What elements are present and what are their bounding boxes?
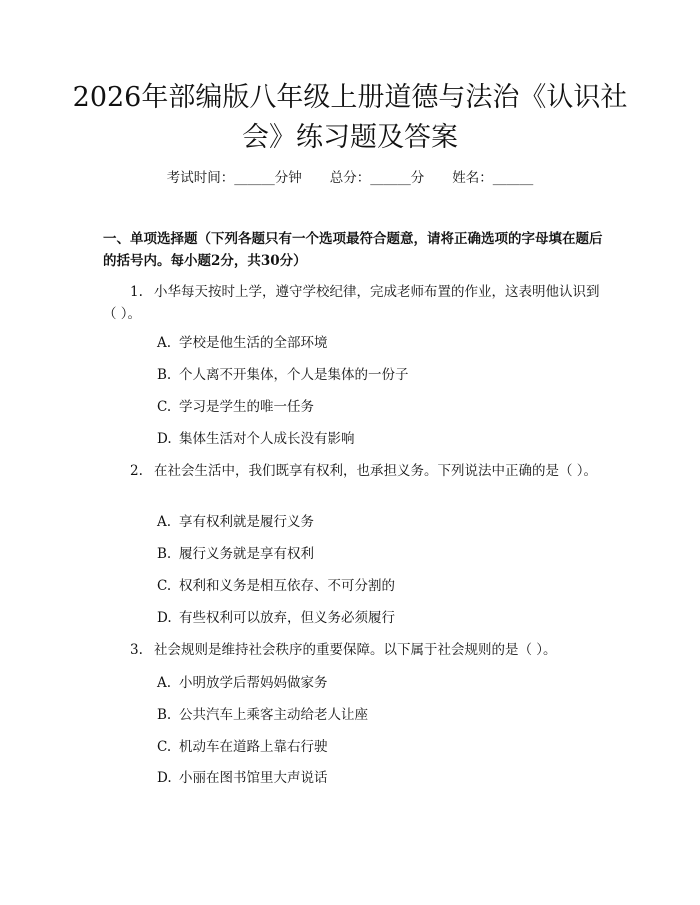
question-2-option-b — [157, 544, 597, 564]
option-text: 有些权利可以放弃，但义务必须履行 — [179, 610, 395, 626]
question-1 — [103, 281, 603, 325]
question-1-option-c — [157, 397, 597, 417]
question-number: 3. — [130, 642, 143, 658]
option-letter: B. — [157, 546, 172, 562]
total-score-field: 总分：______分 — [329, 170, 425, 186]
option-letter: C. — [157, 739, 172, 755]
question-3-option-b — [157, 705, 597, 725]
option-text: 集体生活对个人成长没有影响 — [179, 431, 355, 447]
option-letter: C. — [157, 399, 172, 415]
option-text: 享有权利就是履行义务 — [179, 514, 314, 530]
option-letter: D. — [157, 770, 172, 786]
option-text: 履行义务就是享有权利 — [179, 546, 314, 562]
exam-meta-line — [0, 168, 700, 188]
document-title: 2026年部编版八年级上册道德与法治《认识社会》练习题及答案 — [72, 82, 628, 153]
question-3 — [103, 639, 603, 661]
question-3-option-a — [157, 673, 597, 693]
option-text: 小丽在图书馆里大声说话 — [179, 770, 328, 786]
option-letter: A. — [157, 675, 172, 691]
option-text: 学校是他生活的全部环境 — [179, 335, 328, 351]
question-number: 2. — [130, 463, 143, 479]
question-3-option-d — [157, 768, 597, 788]
question-2-option-d — [157, 608, 597, 628]
student-name-field: 姓名：______ — [452, 170, 534, 186]
question-1-option-b — [157, 365, 597, 385]
exam-time-field: 考试时间：______分钟 — [166, 170, 302, 186]
question-number: 1. — [130, 284, 143, 300]
option-letter: A. — [157, 335, 172, 351]
option-letter: A. — [157, 514, 172, 530]
question-1-option-d — [157, 429, 597, 449]
question-text: 社会规则是维持社会秩序的重要保障。以下属于社会规则的是（ ）。 — [154, 642, 557, 658]
option-letter: B. — [157, 707, 172, 723]
question-2-option-a — [157, 512, 597, 532]
option-text: 机动车在道路上靠右行驶 — [179, 739, 328, 755]
option-letter: C. — [157, 578, 172, 594]
option-letter: B. — [157, 367, 172, 383]
option-text: 权利和义务是相互依存、不可分割的 — [179, 578, 395, 594]
question-text: 小华每天按时上学，遵守学校纪律，完成老师布置的作业，这表明他认识到（ ）。 — [103, 284, 600, 322]
option-text: 公共汽车上乘客主动给老人让座 — [179, 707, 368, 723]
question-text: 在社会生活中，我们既享有权利，也承担义务。下列说法中正确的是（ ）。 — [154, 463, 598, 479]
section-heading: 一、单项选择题（下列各题只有一个选项最符合题意，请将正确选项的字母填在题后的括号内。每小题2分，共30分） — [103, 231, 603, 269]
question-2-option-c — [157, 576, 597, 596]
option-text: 学习是学生的唯一任务 — [179, 399, 314, 415]
option-letter: D. — [157, 431, 172, 447]
question-3-option-c — [157, 737, 597, 757]
question-2 — [103, 460, 603, 482]
option-text: 个人离不开集体，个人是集体的一份子 — [179, 367, 409, 383]
option-letter: D. — [157, 610, 172, 626]
question-1-option-a — [157, 333, 597, 353]
option-text: 小明放学后帮妈妈做家务 — [179, 675, 328, 691]
